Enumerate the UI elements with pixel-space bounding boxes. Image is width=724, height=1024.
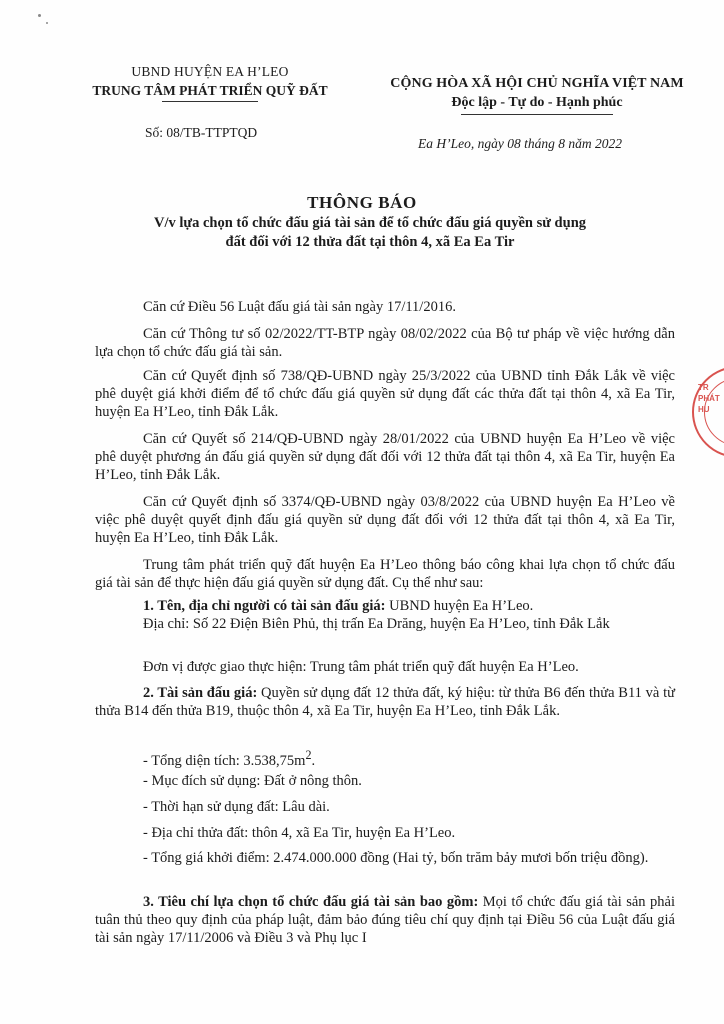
scan-speck	[46, 22, 48, 24]
motto: Độc lập - Tự do - Hạnh phúc	[451, 95, 623, 110]
parcel-location: - Địa chỉ thửa đất: thôn 4, xã Ea Tir, huyện Ea H’Leo.	[143, 825, 456, 841]
section-2	[95, 684, 675, 720]
starting-price: - Tổng giá khởi điểm: 2.474.000.000 đồng (Hai tỷ, bốn trăm bảy mươi bốn triệu đồng).	[143, 850, 649, 866]
basis-paragraph-1: Căn cứ Điều 56 Luật đấu giá tài sản ngày 17/11/2016.	[143, 299, 456, 315]
total-area: - Tổng diện tích: $3.538,75m^2$.	[143, 748, 316, 769]
official-seal	[692, 366, 724, 458]
document-subtitle: V/v lựa chọn tổ chức đấu giá tài sản để tổ chức đấu giá quyền sử dụng đất đối với 12 thửa đất tại thôn 4, xã Ea Ea Tir	[153, 215, 587, 250]
official-seal-text: TR PHÁT HU	[698, 383, 720, 414]
motto-underline	[461, 114, 613, 115]
section-1	[95, 597, 675, 633]
section-3	[95, 893, 675, 947]
section-1-value: UBND huyện Ea H’Leo.	[385, 598, 534, 614]
country-name: CỘNG HÒA XÃ HỘI CHỦ NGHĨA VIỆT NAM	[390, 76, 684, 91]
issuing-agency	[60, 62, 360, 102]
owner-address: Địa chỉ: Số 22 Điện Biên Phủ, thị trấn Ea Drăng, huyện Ea H’Leo, tỉnh Đắk Lắk	[143, 616, 610, 632]
scan-speck	[38, 14, 41, 17]
document-date: Ea H’Leo, ngày 08 tháng 8 năm 2022	[418, 136, 622, 151]
agency-name: TRUNG TÂM PHÁT TRIỂN QUỸ ĐẤT	[92, 83, 328, 98]
announcement-paragraph: Trung tâm phát triển quỹ đất huyện Ea H’Leo thông báo công khai lựa chọn tổ chức đấu giá tài sản để thực hiện đấu giá quyền sử dụng đất. Cụ thể như sau:	[95, 557, 675, 591]
document-number: Số: 08/TB-TTPTQD	[145, 125, 258, 140]
basis-paragraph-5: Căn cứ Quyết định số 3374/QĐ-UBND ngày 03/8/2022 của UBND huyện Ea H’Leo về việc phê duyệt quyết định đấu giá quyền sử dụng đất đối với 12 thửa đất tại thôn 4, xã Ea Tir, huyện Ea H’Leo, tỉnh Đắk Lắk.	[95, 494, 675, 546]
basis-paragraph-3: Căn cứ Quyết định số 738/QĐ-UBND ngày 25/3/2022 của UBND tỉnh Đắk Lắk về việc phê duyệt giá khởi điểm để tổ chức đấu giá quyền sử dụng đất các thửa đất tại thôn 4, xã Ea Tir, huyện Ea H’Leo, tỉnh Đắk Lắk.	[95, 368, 675, 420]
section-1-heading: 1. Tên, địa chỉ người có tài sản đấu giá:	[143, 598, 386, 614]
document-title: THÔNG BÁO	[307, 193, 417, 212]
section-2-heading: 2. Tài sản đấu giá:	[143, 685, 258, 701]
agency-underline	[162, 101, 258, 102]
section-3-heading: 3. Tiêu chí lựa chọn tổ chức đấu giá tài sản bao gồm:	[143, 894, 479, 910]
land-use-term: - Thời hạn sử dụng đất: Lâu dài.	[143, 799, 330, 815]
basis-paragraph-4: Căn cứ Quyết số 214/QĐ-UBND ngày 28/01/2022 của UBND huyện Ea H’Leo về việc phê duyệt phương án đấu giá quyền sử dụng đất đối với 12 thửa đất tại thôn 4, xã Ea Tir, huyện Ea H’Leo, tỉnh Đắk Lắk.	[95, 431, 675, 483]
assigned-unit: Đơn vị được giao thực hiện: Trung tâm phát triển quỹ đất huyện Ea H’Leo.	[143, 659, 579, 675]
agency-parent: UBND HUYỆN EA H’LEO	[131, 64, 289, 79]
section-3-value: Mọi tổ chức đấu giá tài sản phải tuân thủ theo quy định của pháp luật, đảm bảo đúng tiêu chí quy định tại Điều 56 của Luật đấu giá tài sản ngày 17/11/2006 và Điều 3 và Phụ lục I	[95, 894, 675, 946]
national-motto	[352, 74, 722, 115]
section-2-value: Quyền sử dụng đất 12 thửa đất, ký hiệu: từ thửa B6 đến thửa B11 và từ thửa B14 đến thửa B19, thuộc thôn 4, xã Ea Tir, huyện Ea H’Leo, tỉnh Đắk Lắk.	[95, 685, 675, 719]
basis-paragraph-2: Căn cứ Thông tư số 02/2022/TT-BTP ngày 08/02/2022 của Bộ tư pháp về việc hướng dẫn lựa chọn tổ chức đấu giá tài sản.	[95, 326, 675, 360]
land-use-purpose: - Mục đích sử dụng: Đất ở nông thôn.	[143, 773, 362, 789]
